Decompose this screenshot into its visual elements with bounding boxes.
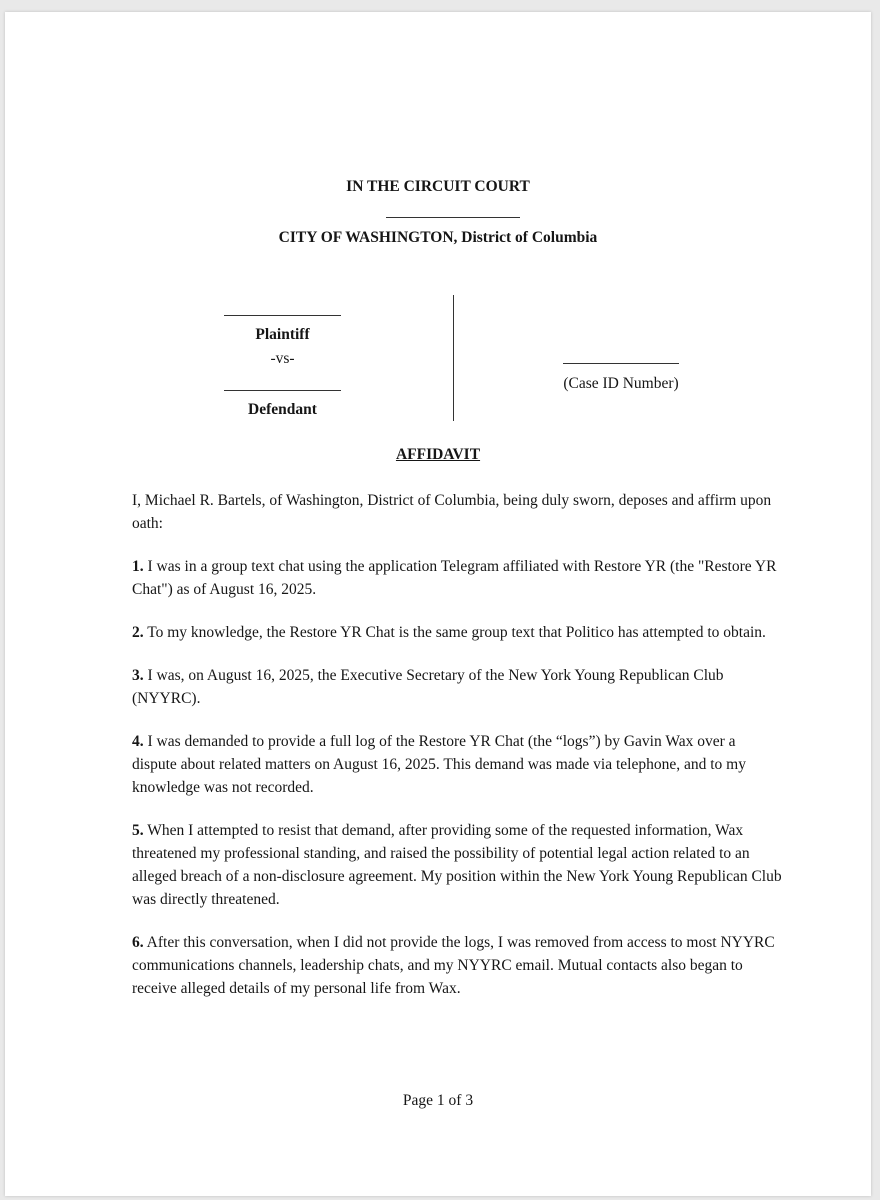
jurisdiction-heading: CITY OF WASHINGTON, District of Columbia: [278, 229, 598, 246]
plaintiff-blank-line: [224, 315, 341, 316]
paragraph-4: [132, 730, 782, 799]
paragraph-5: [132, 819, 782, 911]
document-page: [5, 12, 871, 1196]
paragraph-text: To my knowledge, the Restore YR Chat is the same group text that Politico has attempted to obtain.: [147, 624, 766, 641]
paragraph-number: 4.: [132, 733, 144, 750]
paragraph-text: I was demanded to provide a full log of the Restore YR Chat (the “logs”) by Gavin Wax over a dispute about related matters on August 16, 2025. This demand was made via telephone, and to my knowledge was not recorded.: [132, 733, 746, 796]
paragraph-2: [132, 621, 782, 644]
page-number: Page 1 of 3: [402, 1092, 474, 1109]
affidavit-body: [132, 489, 782, 1020]
versus-label: -vs-: [270, 350, 295, 367]
paragraph-text: I was, on August 16, 2025, the Executive Secretary of the New York Young Republican Club (NYYRC).: [132, 667, 724, 707]
paragraph-number: 6.: [132, 934, 144, 951]
court-heading: IN THE CIRCUIT COURT: [346, 178, 530, 195]
defendant-label: Defendant: [248, 401, 317, 418]
paragraph-6: [132, 931, 782, 1000]
paragraph-number: 3.: [132, 667, 144, 684]
document-title: AFFIDAVIT: [395, 446, 481, 463]
paragraph-text: I was in a group text chat using the application Telegram affiliated with Restore YR (the "Restore YR Chat") as of August 16, 2025.: [132, 558, 777, 598]
case-id-blank-line: [563, 363, 679, 364]
defendant-blank-line: [224, 390, 341, 391]
paragraph-text: When I attempted to resist that demand, after providing some of the requested information, Wax threatened my professional standing, and raised the possibility of potential legal action related to an alleged breach of a non-disclosure agreement. My position within the New York Young Republican Club was directly threatened.: [132, 822, 782, 908]
intro-paragraph: I, Michael R. Bartels, of Washington, District of Columbia, being duly sworn, deposes and affirm upon oath:: [132, 492, 772, 532]
case-id-label: (Case ID Number): [563, 375, 679, 392]
caption-divider: [453, 295, 454, 421]
heading-divider: [386, 217, 520, 218]
paragraph-3: [132, 664, 782, 710]
paragraph-number: 1.: [132, 558, 144, 575]
paragraph-1: [132, 555, 782, 601]
paragraph-number: 2.: [132, 624, 144, 641]
paragraph-number: 5.: [132, 822, 144, 839]
plaintiff-label: Plaintiff: [255, 326, 310, 343]
paragraph-text: After this conversation, when I did not provide the logs, I was removed from access to most NYYRC communications channels, leadership chats, and my NYYRC email. Mutual contacts also began to receive alleged details of my personal life from Wax.: [132, 934, 775, 997]
